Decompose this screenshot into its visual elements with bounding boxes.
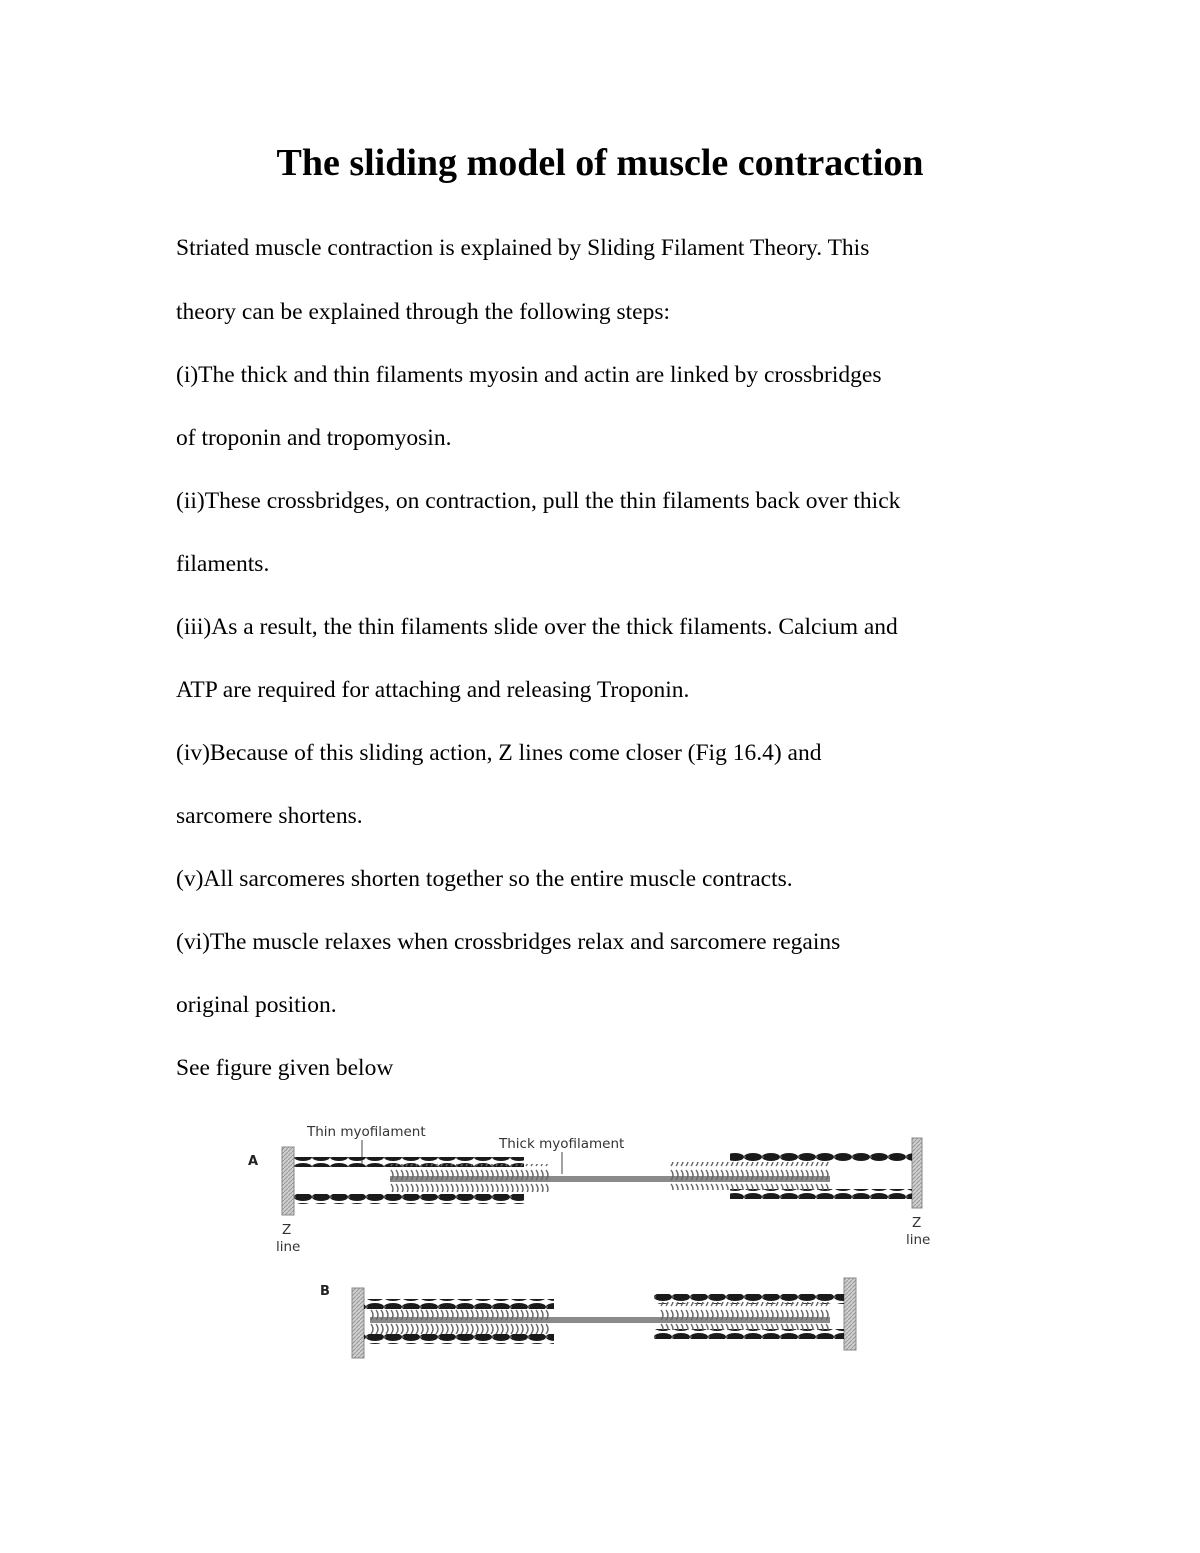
body-line: Striated muscle contraction is explained by Sliding Filament Theory. This xyxy=(176,235,870,261)
step-i-line: (i)The thick and thin filaments myosin and actin are linked by crossbridges xyxy=(176,362,882,388)
panel-a xyxy=(248,1124,930,1255)
panel-b-letter: B xyxy=(320,1284,330,1299)
thin-filament-lower-right xyxy=(730,1189,912,1199)
z-line-right-contracted xyxy=(844,1278,856,1350)
z-line-right xyxy=(912,1138,922,1208)
thick-myofilament-label: Thick myofilament xyxy=(499,1136,625,1152)
thin-filament-upper-right xyxy=(730,1152,912,1162)
sarcomere-diagram xyxy=(240,1112,960,1372)
crossbridges-left-contracted xyxy=(370,1306,550,1334)
thin-myofilament-label: Thin myofilament xyxy=(307,1124,426,1140)
panel-a-letter: A xyxy=(248,1154,259,1169)
thin-filament-lower-right-contracted xyxy=(654,1329,844,1339)
z-label-right: Z xyxy=(912,1215,922,1231)
z-label-left: Z xyxy=(282,1222,292,1238)
line-label-left: line xyxy=(276,1239,301,1255)
body-line: ATP are required for attaching and releasing Troponin. xyxy=(176,677,690,703)
crossbridges-left xyxy=(390,1164,550,1192)
z-line-left xyxy=(282,1147,294,1215)
figure-intro-line: See figure given below xyxy=(176,1055,394,1081)
step-iii-line: (iii)As a result, the thin filaments slide over the thick filaments. Calcium and xyxy=(176,614,898,640)
body-line: original position. xyxy=(176,992,337,1018)
sarcomere-figure xyxy=(240,1112,960,1372)
step-iv-line: (iv)Because of this sliding action, Z lines come closer (Fig 16.4) and xyxy=(176,740,822,766)
body-line: of troponin and tropomyosin. xyxy=(176,425,452,451)
thin-filament-lower-left xyxy=(294,1194,524,1204)
crossbridges-right-contracted xyxy=(660,1302,830,1330)
step-vi-line: (vi)The muscle relaxes when crossbridges relax and sarcomere regains xyxy=(176,929,841,955)
step-ii-line: (ii)These crossbridges, on contraction, pull the thin filaments back over thick xyxy=(176,488,901,514)
panel-b xyxy=(320,1278,856,1358)
body-line: filaments. xyxy=(176,551,270,577)
page-title: The sliding model of muscle contraction xyxy=(276,142,924,184)
line-label-right: line xyxy=(906,1232,931,1248)
body-line: sarcomere shortens. xyxy=(176,803,363,829)
crossbridges-right xyxy=(670,1162,830,1190)
thin-filament-lower-left-contracted xyxy=(364,1334,554,1344)
body-line: theory can be explained through the following steps: xyxy=(176,299,671,325)
z-line-left-contracted xyxy=(352,1288,364,1358)
step-v-line: (v)All sarcomeres shorten together so the entire muscle contracts. xyxy=(176,866,793,892)
